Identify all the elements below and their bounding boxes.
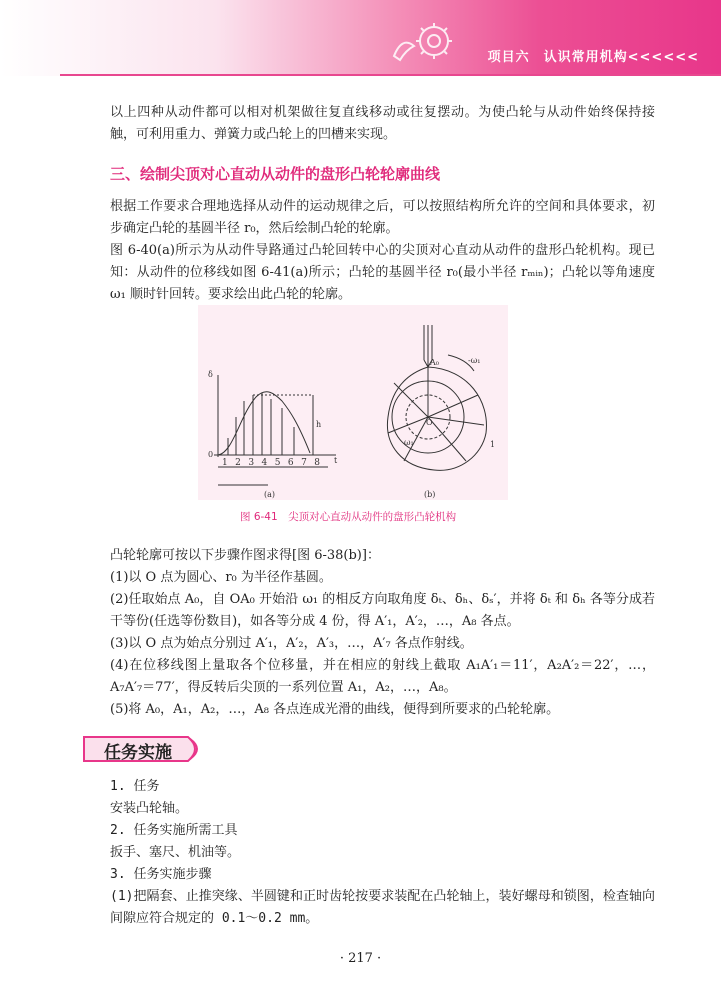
step-2: (2)任取始点 A₀，自 OA₀ 开始沿 ω₁ 的相反方向取角度 δₜ、δₕ、δₛ′，并将 δₜ 和 δₕ 各等分成若干等份(任选等份数目)，如各等分成 4 份，得 A′₁，A′₂，…，A₈ 各点。 <box>110 592 656 629</box>
origin-label: 0 <box>208 450 214 459</box>
paragraph-2: 根据工作要求合理地选择从动件的运动规律之后，可以按照结构所允许的空间和具体要求，初步确定凸轮的基圆半径 r₀，然后绘制凸轮的轮廓。 <box>110 199 655 236</box>
point-a0-label: A₀ <box>430 358 439 367</box>
task-heading: 任务实施 <box>104 743 172 763</box>
task-line-5: 3. 任务实施步骤 <box>110 867 212 882</box>
gear-decoration-icon <box>392 16 462 66</box>
center-o-label: O <box>426 418 433 427</box>
omega-label: ω₁ <box>404 438 414 447</box>
task-line-1: 1. 任务 <box>110 779 160 794</box>
mark-1-label: 1 <box>490 440 496 449</box>
axis-delta-label: δ <box>208 370 213 379</box>
figure-drawing <box>198 305 508 500</box>
step-3: (3)以 O 点为始点分别过 A′₁，A′₂，A′₃，…，A′₇ 各点作射线。 <box>110 636 473 651</box>
steps-intro: 凸轮轮廓可按以下步骤作图求得[图 6-38(b)]： <box>110 548 380 563</box>
task-line-3: 2. 任务实施所需工具 <box>110 823 238 838</box>
paragraph-1: 以上四种从动件都可以相对机架做往复直线移动或往复摆动。为使凸轮与从动件始终保持接触，可利用重力、弹簧力或凸轮上的凹槽来实现。 <box>110 105 655 142</box>
step-5: (5)将 A₀，A₁，A₂，…，A₈ 各点连成光滑的曲线，便得到所要求的凸轮轮廓。 <box>110 702 560 717</box>
tick-labels: 1 2 3 4 5 6 7 8 <box>222 458 323 468</box>
task-line-2: 安装凸轮轴。 <box>110 801 189 816</box>
axis-t-label: t <box>334 456 338 465</box>
figure-cam-mechanism <box>198 305 508 500</box>
h-label: h <box>316 420 322 429</box>
task-line-4: 扳手、塞尺、机油等。 <box>110 845 241 860</box>
step-4: (4)在位移线图上量取各个位移量，并在相应的射线上截取 A₁A′₁＝11′，A₂A′₂＝22′，…，A₇A′₇＝77′，得反转后尖顶的一系列位置 A₁，A₂，…，A₈。 <box>110 658 655 695</box>
header-rule <box>60 74 721 76</box>
task-line-6: (1)把隔套、止推突缘、半圆键和正时齿轮按要求装配在凸轮轴上，装好螺母和锁图，检查轴向间隙应符合规定的 0.1～0.2 mm。 <box>110 889 655 926</box>
paragraph-3: 图 6-40(a)所示为从动件导路通过凸轮回转中心的尖顶对心直动从动件的盘形凸轮机构。现已知：从动件的位移线如图 6-41(a)所示；凸轮的基圆半径 r₀(最小半径 rₘᵢₙ)；凸轮以等角速度 ω₁ 顺时针回转。要求绘出此凸轮的轮廓。 <box>110 243 655 302</box>
label-a: (a) <box>264 490 276 499</box>
step-1: (1)以 O 点为圆心、r₀ 为半径作基圆。 <box>110 570 332 585</box>
label-b: (b) <box>424 490 436 499</box>
section-heading: 三、绘制尖顶对心直动从动件的盘形凸轮轮廓曲线 <box>110 165 441 183</box>
chapter-title: 项目六 认识常用机构<<<<<< <box>487 50 699 65</box>
displacement-curve <box>218 392 310 455</box>
page-number: · 217 · <box>339 951 382 966</box>
minus-omega-label: -ω₁ <box>468 356 481 365</box>
figure-caption: 图 6-41 尖顶对心直动从动件的盘形凸轮机构 <box>240 511 457 523</box>
